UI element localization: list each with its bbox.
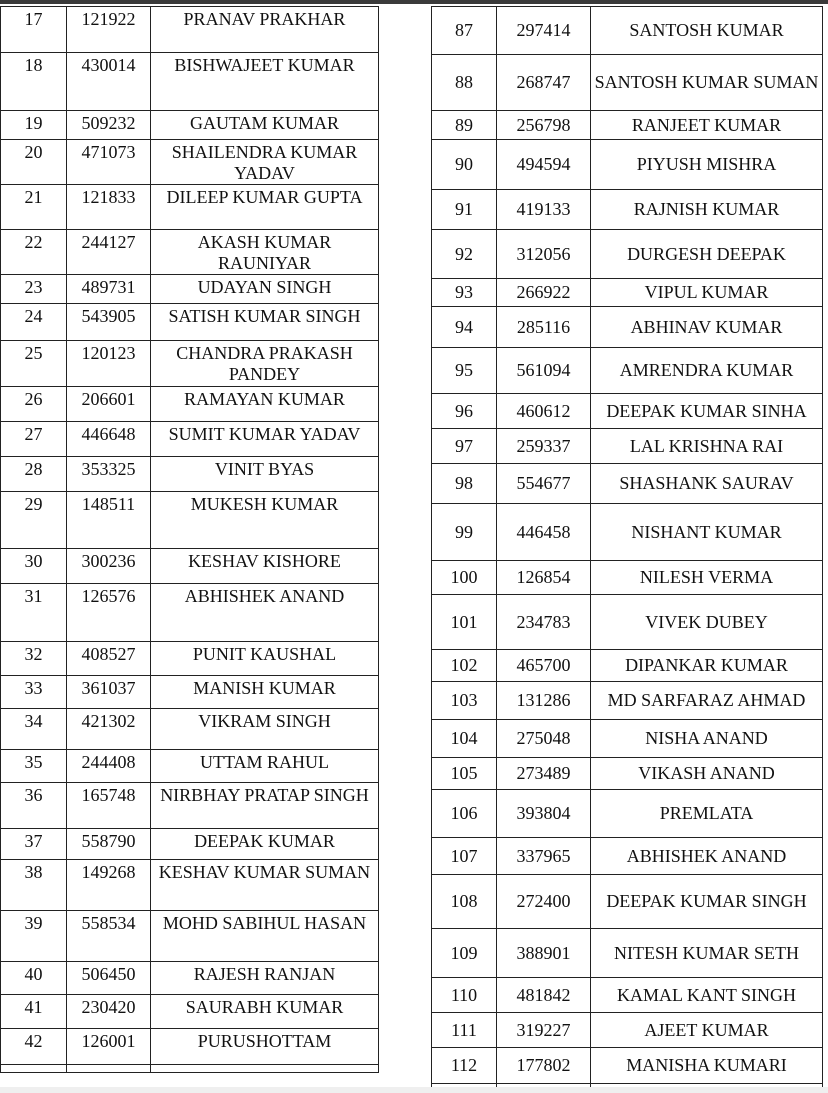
name-cell: SAURABH KUMAR [151, 995, 379, 1029]
id-number-cell: 230420 [67, 995, 151, 1029]
cut-off-cell [151, 1065, 379, 1073]
name-cell: UDAYAN SINGH [151, 275, 379, 304]
id-number-cell: 361037 [67, 676, 151, 709]
table-row [1, 584, 379, 642]
id-number-cell: 177802 [497, 1048, 591, 1084]
id-number-cell: 388901 [497, 929, 591, 978]
table-row [1, 53, 379, 111]
bottom-edge [0, 1087, 828, 1093]
id-number-cell: 273489 [497, 758, 591, 790]
name-cell: KAMAL KANT SINGH [591, 978, 823, 1013]
serial-number-cell: 100 [432, 561, 497, 595]
serial-number-cell: 105 [432, 758, 497, 790]
serial-number-cell: 109 [432, 929, 497, 978]
name-cell: DIPANKAR KUMAR [591, 650, 823, 682]
serial-number-cell: 36 [1, 783, 67, 829]
table-row [432, 190, 823, 230]
id-number-cell: 244408 [67, 750, 151, 783]
table-row [1, 7, 379, 53]
name-cell: SANTOSH KUMAR SUMAN [591, 55, 823, 111]
table-row [1, 549, 379, 584]
table-row [432, 429, 823, 464]
name-cell: DURGESH DEEPAK [591, 230, 823, 279]
id-number-cell: 465700 [497, 650, 591, 682]
id-number-cell: 543905 [67, 304, 151, 341]
serial-number-cell: 103 [432, 682, 497, 720]
table-row [1, 387, 379, 422]
serial-number-cell: 91 [432, 190, 497, 230]
table-row [1, 275, 379, 304]
id-number-cell: 554677 [497, 464, 591, 504]
id-number-cell: 259337 [497, 429, 591, 464]
id-number-cell: 275048 [497, 720, 591, 758]
table-row [1, 676, 379, 709]
name-cell: SATISH KUMAR SINGH [151, 304, 379, 341]
serial-number-cell: 97 [432, 429, 497, 464]
id-number-cell: 126576 [67, 584, 151, 642]
serial-number-cell: 94 [432, 307, 497, 348]
name-cell: SHAILENDRA KUMAR YADAV [151, 140, 379, 185]
table-row [1, 911, 379, 962]
name-cell: DILEEP KUMAR GUPTA [151, 185, 379, 230]
id-number-cell: 509232 [67, 111, 151, 140]
serial-number-cell: 112 [432, 1048, 497, 1084]
name-cell: VIKRAM SINGH [151, 709, 379, 750]
id-number-cell: 446648 [67, 422, 151, 457]
name-cell: ABHISHEK ANAND [151, 584, 379, 642]
id-number-cell: 206601 [67, 387, 151, 422]
id-number-cell: 256798 [497, 111, 591, 140]
name-cell: NISHA ANAND [591, 720, 823, 758]
id-number-cell: 481842 [497, 978, 591, 1013]
serial-number-cell: 107 [432, 838, 497, 875]
id-number-cell: 558790 [67, 829, 151, 860]
id-number-cell: 471073 [67, 140, 151, 185]
serial-number-cell: 35 [1, 750, 67, 783]
serial-number-cell: 90 [432, 140, 497, 190]
id-number-cell: 430014 [67, 53, 151, 111]
table-row [1, 457, 379, 492]
table-row [1, 111, 379, 140]
table-row [1, 709, 379, 750]
id-number-cell: 120123 [67, 341, 151, 387]
table-row [1, 1029, 379, 1065]
table-row [432, 682, 823, 720]
table-row [1, 304, 379, 341]
serial-number-cell: 33 [1, 676, 67, 709]
id-number-cell: 266922 [497, 279, 591, 307]
table-row [432, 111, 823, 140]
id-number-cell: 126854 [497, 561, 591, 595]
id-number-cell: 131286 [497, 682, 591, 720]
serial-number-cell: 24 [1, 304, 67, 341]
serial-number-cell: 38 [1, 860, 67, 911]
serial-number-cell: 106 [432, 790, 497, 838]
table-row [432, 7, 823, 55]
name-cell: NILESH VERMA [591, 561, 823, 595]
serial-number-cell: 25 [1, 341, 67, 387]
table-row [1, 341, 379, 387]
table-row [1, 962, 379, 995]
name-cell: NIRBHAY PRATAP SINGH [151, 783, 379, 829]
serial-number-cell: 99 [432, 504, 497, 561]
id-number-cell: 419133 [497, 190, 591, 230]
table-row [432, 1013, 823, 1048]
table-row [432, 504, 823, 561]
table-row [1, 492, 379, 549]
name-cell: PURUSHOTTAM [151, 1029, 379, 1065]
serial-number-cell: 31 [1, 584, 67, 642]
serial-number-cell: 17 [1, 7, 67, 53]
serial-number-cell: 95 [432, 348, 497, 394]
name-cell: NISHANT KUMAR [591, 504, 823, 561]
name-cell: MANISH KUMAR [151, 676, 379, 709]
name-cell: PRANAV PRAKHAR [151, 7, 379, 53]
name-cell: UTTAM RAHUL [151, 750, 379, 783]
id-number-cell: 460612 [497, 394, 591, 429]
name-cell: DEEPAK KUMAR SINHA [591, 394, 823, 429]
id-number-cell: 506450 [67, 962, 151, 995]
id-number-cell: 494594 [497, 140, 591, 190]
id-number-cell: 272400 [497, 875, 591, 929]
table-row [432, 140, 823, 190]
serial-number-cell: 111 [432, 1013, 497, 1048]
table-row [1, 230, 379, 275]
name-cell: AJEET KUMAR [591, 1013, 823, 1048]
table-row [432, 595, 823, 650]
name-cell: RAMAYAN KUMAR [151, 387, 379, 422]
id-number-cell: 408527 [67, 642, 151, 676]
serial-number-cell: 42 [1, 1029, 67, 1065]
cut-off-row [1, 1065, 379, 1073]
right-list-table [431, 6, 823, 1092]
serial-number-cell: 96 [432, 394, 497, 429]
table-row [432, 464, 823, 504]
serial-number-cell: 104 [432, 720, 497, 758]
id-number-cell: 319227 [497, 1013, 591, 1048]
id-number-cell: 165748 [67, 783, 151, 829]
table-row [1, 995, 379, 1029]
serial-number-cell: 110 [432, 978, 497, 1013]
name-cell: KESHAV KUMAR SUMAN [151, 860, 379, 911]
serial-number-cell: 40 [1, 962, 67, 995]
serial-number-cell: 108 [432, 875, 497, 929]
serial-number-cell: 89 [432, 111, 497, 140]
name-cell: SHASHANK SAURAV [591, 464, 823, 504]
id-number-cell: 149268 [67, 860, 151, 911]
table-row [432, 348, 823, 394]
id-number-cell: 121922 [67, 7, 151, 53]
name-cell: VIKASH ANAND [591, 758, 823, 790]
serial-number-cell: 92 [432, 230, 497, 279]
id-number-cell: 121833 [67, 185, 151, 230]
serial-number-cell: 88 [432, 55, 497, 111]
name-cell: MANISHA KUMARI [591, 1048, 823, 1084]
serial-number-cell: 26 [1, 387, 67, 422]
name-cell: ABHISHEK ANAND [591, 838, 823, 875]
id-number-cell: 297414 [497, 7, 591, 55]
id-number-cell: 300236 [67, 549, 151, 584]
name-cell: KESHAV KISHORE [151, 549, 379, 584]
id-number-cell: 148511 [67, 492, 151, 549]
name-cell: PIYUSH MISHRA [591, 140, 823, 190]
id-number-cell: 558534 [67, 911, 151, 962]
id-number-cell: 393804 [497, 790, 591, 838]
table-row [432, 1048, 823, 1084]
serial-number-cell: 22 [1, 230, 67, 275]
left-list-table [0, 6, 379, 1073]
serial-number-cell: 32 [1, 642, 67, 676]
table-row [432, 55, 823, 111]
serial-number-cell: 98 [432, 464, 497, 504]
name-cell: MOHD SABIHUL HASAN [151, 911, 379, 962]
serial-number-cell: 18 [1, 53, 67, 111]
top-edge [0, 0, 828, 4]
name-cell: RAJESH RANJAN [151, 962, 379, 995]
table-row [432, 307, 823, 348]
serial-number-cell: 23 [1, 275, 67, 304]
name-cell: CHANDRA PRAKASH PANDEY [151, 341, 379, 387]
id-number-cell: 489731 [67, 275, 151, 304]
table-row [432, 875, 823, 929]
table-row [432, 650, 823, 682]
name-cell: SANTOSH KUMAR [591, 7, 823, 55]
serial-number-cell: 28 [1, 457, 67, 492]
name-cell: BISHWAJEET KUMAR [151, 53, 379, 111]
table-row [432, 394, 823, 429]
serial-number-cell: 30 [1, 549, 67, 584]
table-row [432, 929, 823, 978]
serial-number-cell: 93 [432, 279, 497, 307]
name-cell: AMRENDRA KUMAR [591, 348, 823, 394]
id-number-cell: 421302 [67, 709, 151, 750]
name-cell: NITESH KUMAR SETH [591, 929, 823, 978]
name-cell: MD SARFARAZ AHMAD [591, 682, 823, 720]
name-cell: VINIT BYAS [151, 457, 379, 492]
serial-number-cell: 41 [1, 995, 67, 1029]
name-cell: DEEPAK KUMAR SINGH [591, 875, 823, 929]
serial-number-cell: 102 [432, 650, 497, 682]
table-row [1, 422, 379, 457]
id-number-cell: 234783 [497, 595, 591, 650]
name-cell: PREMLATA [591, 790, 823, 838]
table-row [1, 783, 379, 829]
name-cell: PUNIT KAUSHAL [151, 642, 379, 676]
table-row [432, 561, 823, 595]
serial-number-cell: 37 [1, 829, 67, 860]
table-row [432, 978, 823, 1013]
table-row [432, 758, 823, 790]
name-cell: RANJEET KUMAR [591, 111, 823, 140]
id-number-cell: 353325 [67, 457, 151, 492]
table-row [1, 829, 379, 860]
name-cell: LAL KRISHNA RAI [591, 429, 823, 464]
name-cell: VIVEK DUBEY [591, 595, 823, 650]
serial-number-cell: 20 [1, 140, 67, 185]
id-number-cell: 312056 [497, 230, 591, 279]
name-cell: RAJNISH KUMAR [591, 190, 823, 230]
serial-number-cell: 27 [1, 422, 67, 457]
name-cell: MUKESH KUMAR [151, 492, 379, 549]
table-row [432, 790, 823, 838]
id-number-cell: 561094 [497, 348, 591, 394]
table-row [432, 720, 823, 758]
name-cell: DEEPAK KUMAR [151, 829, 379, 860]
id-number-cell: 446458 [497, 504, 591, 561]
name-cell: GAUTAM KUMAR [151, 111, 379, 140]
table-row [1, 860, 379, 911]
table-row [1, 140, 379, 185]
id-number-cell: 126001 [67, 1029, 151, 1065]
serial-number-cell: 21 [1, 185, 67, 230]
table-row [432, 230, 823, 279]
cut-off-cell [1, 1065, 67, 1073]
name-cell: VIPUL KUMAR [591, 279, 823, 307]
id-number-cell: 337965 [497, 838, 591, 875]
serial-number-cell: 34 [1, 709, 67, 750]
id-number-cell: 268747 [497, 55, 591, 111]
table-row [432, 838, 823, 875]
id-number-cell: 285116 [497, 307, 591, 348]
serial-number-cell: 39 [1, 911, 67, 962]
id-number-cell: 244127 [67, 230, 151, 275]
name-cell: SUMIT KUMAR YADAV [151, 422, 379, 457]
serial-number-cell: 29 [1, 492, 67, 549]
name-cell: ABHINAV KUMAR [591, 307, 823, 348]
table-row [1, 750, 379, 783]
serial-number-cell: 87 [432, 7, 497, 55]
name-cell: AKASH KUMAR RAUNIYAR [151, 230, 379, 275]
serial-number-cell: 19 [1, 111, 67, 140]
cut-off-cell [67, 1065, 151, 1073]
table-row [432, 279, 823, 307]
table-row [1, 185, 379, 230]
table-row [1, 642, 379, 676]
serial-number-cell: 101 [432, 595, 497, 650]
